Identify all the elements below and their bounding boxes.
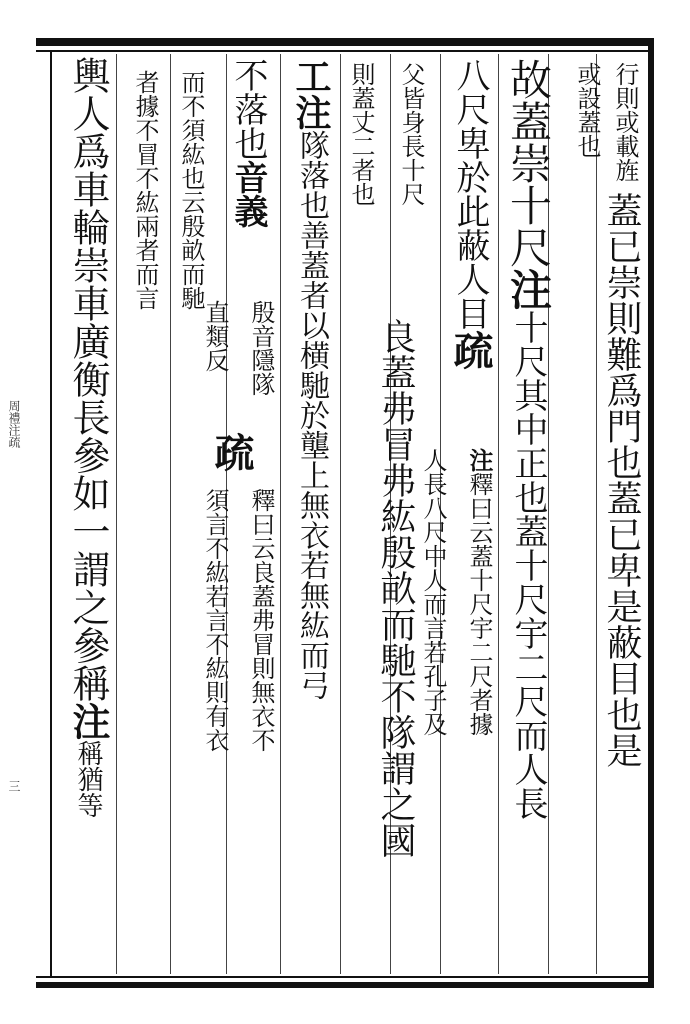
column-divider: [170, 54, 171, 974]
main-text-col-d: 良蓋弗冒弗紘殷畝而馳不隊謂之國: [375, 318, 416, 858]
column-divider: [116, 54, 117, 974]
note-col-f4: 須言不紘若言不紘則有衣: [201, 488, 229, 752]
frame-top-rule: [36, 38, 654, 46]
note-col-f1: 殷音隱隊: [247, 300, 275, 396]
note-col-g2: 者據不冒不紘兩者而言: [131, 70, 159, 310]
main-text-col-h: 輿人爲車輪崇車廣衡長參如一謂之參稱注稱猶等: [66, 56, 111, 818]
main-text-col-c: 八尺卑於此蔽人目疏: [447, 58, 494, 370]
margin-page-number: 三: [7, 780, 21, 792]
frame-right-rule: [648, 38, 654, 988]
note-col-r1: 行則或載旌: [611, 62, 639, 182]
main-text-col-f: 不落也音義: [228, 58, 268, 228]
margin-title: 周禮注疏: [7, 400, 21, 448]
note-col-d2: 則蓋丈二者也: [347, 62, 375, 206]
main-text-col-a: 故蓋崇十尺注十尺其中正也蓋十尺宇二尺而人長: [504, 58, 553, 820]
note-col-f3: 釋曰云良蓋弗冒則無衣不: [247, 488, 275, 752]
frame-bottom-rule: [36, 982, 654, 988]
note-col-c2: 人長八尺中人而言若孔子及: [419, 448, 447, 736]
main-text-col-e: 工注隊落也善蓋者以横馳於壟上無衣若無紘而弓: [290, 58, 332, 700]
column-divider: [340, 54, 341, 974]
column-divider: [498, 54, 499, 974]
note-col-g1: 而不須紘也云殷畝而馳: [177, 70, 205, 310]
note-col-r2: 或設蓋也: [573, 62, 601, 158]
note-col-c1: 注釋曰云蓋十尺宇二尺者據: [465, 448, 494, 736]
column-divider: [280, 54, 281, 974]
note-col-f2: 直類反: [201, 300, 229, 372]
shu-marker: 疏: [208, 432, 255, 472]
main-text-col-r: 蓋已崇則難爲門也蓋已卑是蔽目也是: [601, 192, 642, 768]
frame-top-inner-rule: [36, 50, 654, 52]
frame-bottom-inner-rule: [36, 976, 654, 978]
frame-left-rule: [50, 52, 52, 976]
note-col-d1: 父皆身長十尺: [397, 62, 425, 206]
